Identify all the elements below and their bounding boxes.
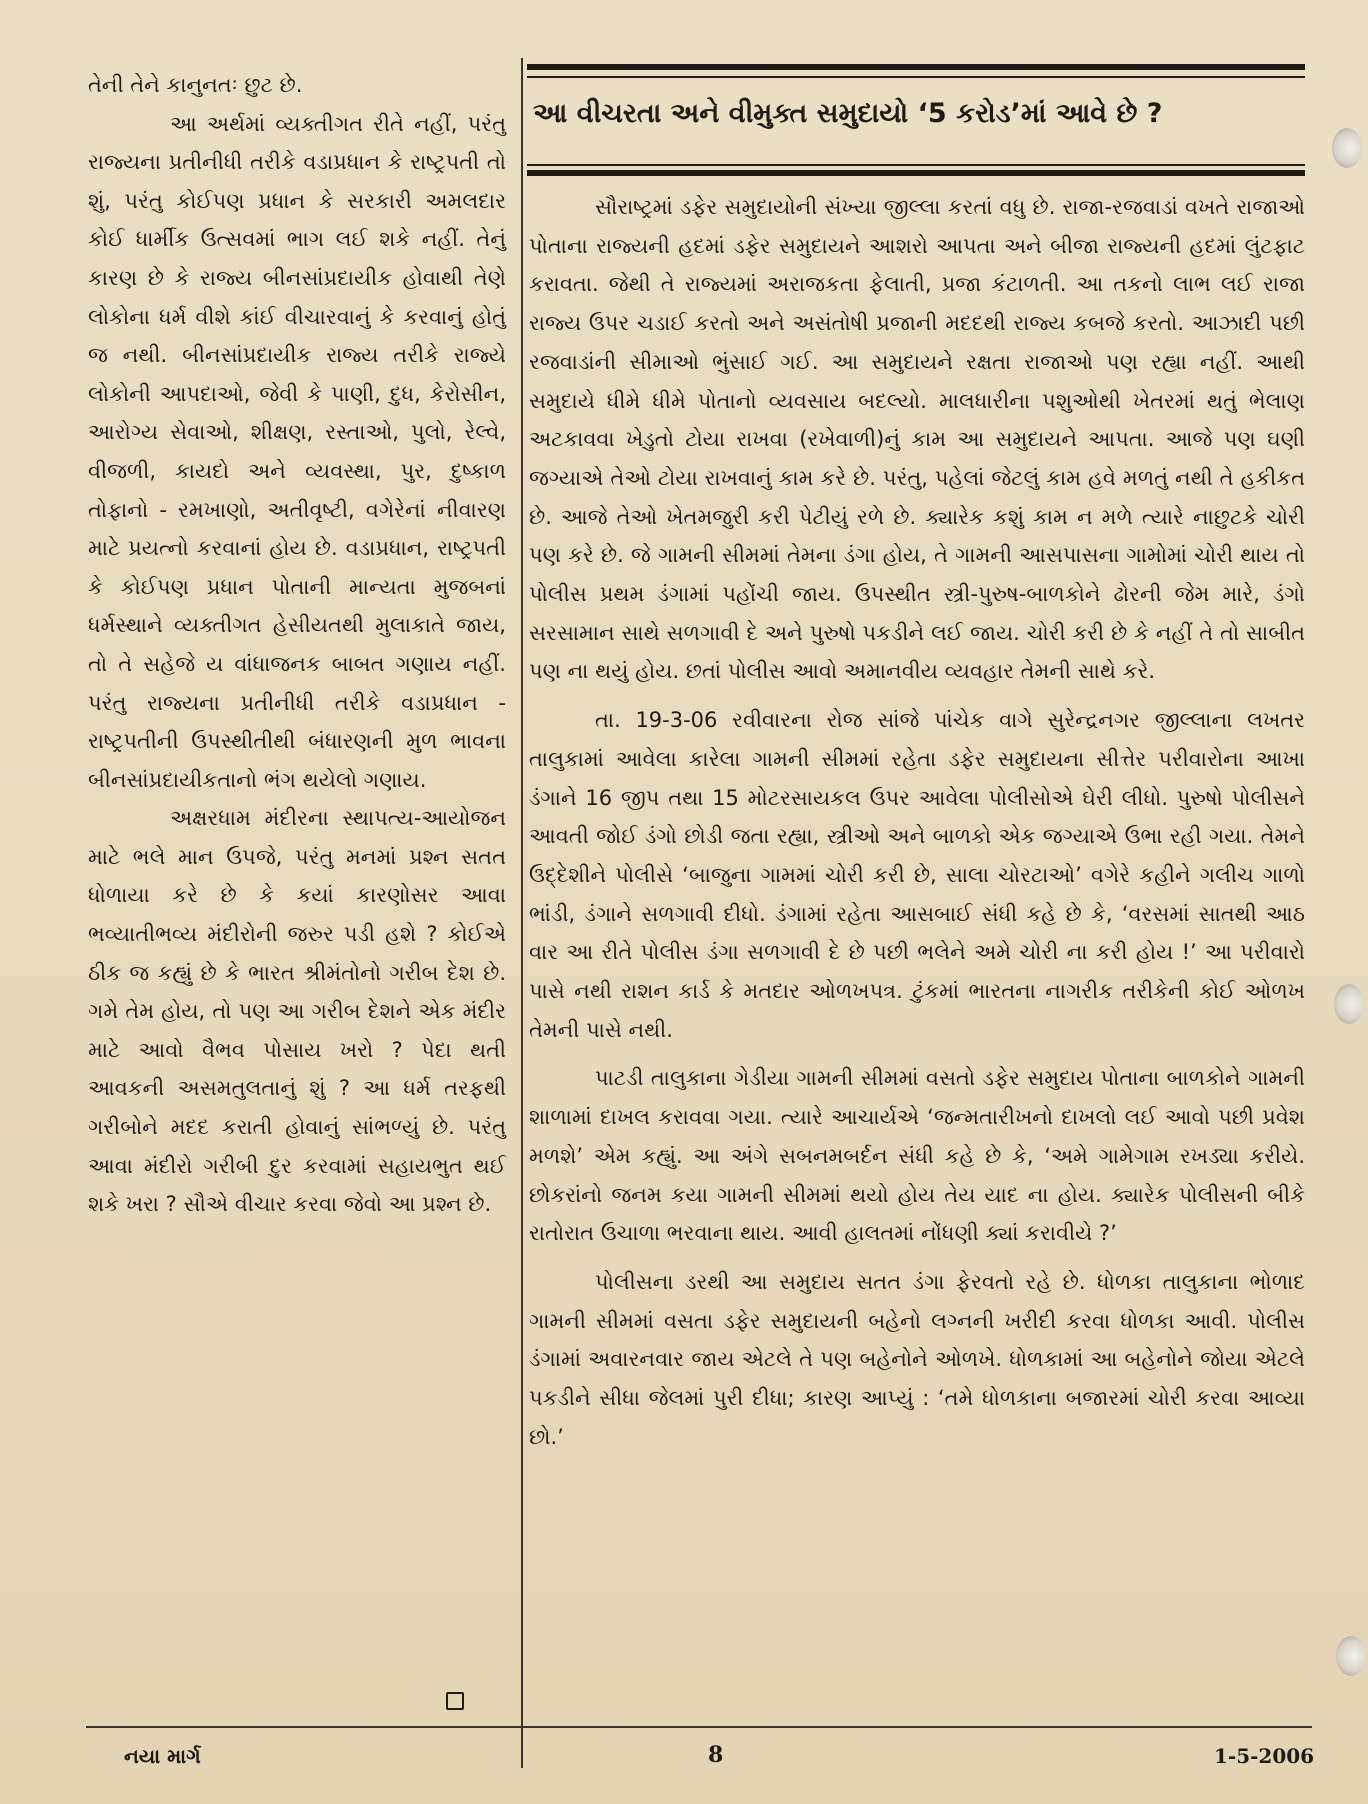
- binder-hole-bottom: [1336, 1636, 1366, 1676]
- column-divider: [521, 58, 523, 1768]
- headline-box: [527, 64, 1305, 181]
- headline-rule-top-thin: [527, 76, 1305, 78]
- article-paragraph-4: પોલીસના ડરથી આ સમુદાય સતત ડંગા ફેરવતો રહે છે. ધોળકા તાલુકાના ભોળાદ ગામની સીમમાં વસતા ડફેર સમુદાયની બહેનો લગ્નની ખરીદી કરવા ધોળકા આવી. પોલીસ ડંગામાં અવારનવાર જાય એટલે તે પણ બહેનોને ઓળખે. ધોળકામાં આ બહેનોને જોયા એટલે પકડીને સીધા જેલમાં પુરી દીધા; કારણ આપ્યું : ‘તમે ધોળકાના બજારમાં ચોરી કરવા આવ્યા છો.’: [529, 1269, 1306, 1449]
- left-column: [88, 66, 506, 1696]
- binder-hole-top: [1332, 128, 1362, 168]
- left-paragraph-1: તેની તેને કાનુનતઃ છુટ છે.: [88, 73, 303, 97]
- left-paragraph-2: આ અર્થમાં વ્યક્તીગત રીતે નહીં, પરંતુ રાજ્યના પ્રતીનીધી તરીકે વડાપ્રધાન કે રાષ્ટ્રપતી તો શું, પરંતુ કોઈપણ પ્રધાન કે સરકારી અમલદાર કોઈ ધાર્મીક ઉત્સવમાં ભાગ લઈ શકે નહીં. તેનું કારણ છે કે રાજ્ય બીનસાંપ્રદાયીક હોવાથી તેણે લોકોના ધર્મ વીશે કાંઈ વીચારવાનું કે કરવાનું હોતું જ નથી. બીનસાંપ્રદાયીક રાજ્ય તરીકે રાજ્યે લોકોની આપદાઓ, જેવી કે પાણી, દુધ, કેરોસીન, આરોગ્ય સેવાઓ, શીક્ષણ, રસ્તાઓ, પુલો, રેલ્વે, વીજળી, કાયદો અને વ્યવસ્થા, પુર, દુષ્કાળ તોફાનો - રમખાણો, અતીવૃષ્ટી, વગેરેનાં નીવારણ માટે પ્રયત્નો કરવાનાં હોય છે. વડાપ્રધાન, રાષ્ટ્રપતી કે કોઈપણ પ્રધાન પોતાની માન્યતા મુજબનાં ધર્મસ્થાને વ્યક્તીગત હેસીયતથી મુલાકાતે જાય, તો તે સહેજે ય વાંધાજનક બાબત ગણાય નહીં. પરંતુ રાજ્યના પ્રતીનીધી તરીકે વડાપ્રધાન - રાષ્ટ્રપતીની ઉપસ્થીતીથી બંધારણની મુળ ભાવના બીનસાંપ્રદાયીકતાનો ભંગ થયેલો ગણાય.: [88, 111, 506, 792]
- article-paragraph-2: તા. 19-3-06 રવીવારના રોજ સાંજે પાંચેક વાગે સુરેન્દ્રનગર જીલ્લાના લખતર તાલુકામાં આવેલા કારેલા ગામની સીમમાં રહેતા ડફેર સમુદાયના સીત્તેર પરીવારોના આખા ડંગાને 16 જીપ તથા 15 મોટરસાયકલ ઉપર આવેલા પોલીસોએ ઘેરી લીધો. પુરુષો પોલીસને આવતી જોઈ ડંગો છોડી જતા રહ્યા, સ્ત્રીઓ અને બાળકો એક જગ્યાએ ઉભા રહી ગયા. તેમને ઉદ્દેશીને પોલીસે ‘બાજુના ગામમાં ચોરી કરી છે, સાલા ચોરટાઓ’ વગેરે કહીને ગલીચ ગાળો ભાંડી, ડંગાને સળગાવી દીધો. ડંગામાં રહેતા આસબાઈ સંધી કહે છે કે, ‘વરસમાં સાતથી આઠ વાર આ રીતે પોલીસ ડંગા સળગાવી દે છે પછી ભલેને અમે ચોરી ના કરી હોય !’ આ પરીવારો પાસે નથી રાશન કાર્ડ કે મતદાર ઓળખપત્ર. ટુંકમાં ભારતના નાગરીક તરીકેની કોઈ ઓળખ તેમની પાસે નથી.: [529, 708, 1305, 1042]
- footer-publication-name: નયા માર્ગ: [124, 1744, 201, 1768]
- article-headline: આ વીચરતા અને વીમુક્ત સમુદાયો ‘5 કરોડ’માં આવે છે ?: [533, 98, 1163, 129]
- headline-rule-top-thick: [527, 64, 1305, 70]
- article-body: [529, 188, 1305, 1708]
- footer-date: 1-5-2006: [1214, 1744, 1315, 1768]
- headline-rule-bottom-thin: [527, 164, 1305, 166]
- footer-rule: [86, 1726, 1312, 1728]
- footer-page-number: 8: [708, 1742, 724, 1768]
- left-paragraph-3: અક્ષરધામ મંદીરના સ્થાપત્ય-આયોજન માટે ભલે માન ઉપજે, પરંતુ મનમાં પ્રશ્ન સતત ધોળાયા કરે છે કે કયાં કારણોસર આવા ભવ્યાતીભવ્ય મંદીરોની જરુર પડી હશે ? કોઈએ ઠીક જ કહ્યું છે કે ભારત શ્રીમંતોનો ગરીબ દેશ છે. ગમે તેમ હોય, તો પણ આ ગરીબ દેશને એક મંદીર માટે આવો વૈભવ પોસાય ખરો ? પેદા થતી આવકની અસમતુલતાનું શું ? આ ધર્મ તરફથી ગરીબોને મદદ કરાતી હોવાનું સાંભળ્યું છે. પરંતુ આવા મંદીરો ગરીબી દુર કરવામાં સહાયભુત થઈ શકે ખરા ? સૌએ વીચાર કરવા જેવો આ પ્રશ્ન છે.: [88, 806, 506, 1217]
- binder-hole-middle: [1334, 984, 1364, 1024]
- article-paragraph-3: પાટડી તાલુકાના ગેડીયા ગામની સીમમાં વસતો ડફેર સમુદાય પોતાના બાળકોને ગામની શાળામાં દાખલ કરાવવા ગયા. ત્યારે આચાર્યએ ‘જન્મતારીખનો દાખલો લઈ આવો પછી પ્રવેશ મળશે’ એમ કહ્યું. આ અંગે સબનમબર્દન સંધી કહે છે કે, ‘અમે ગામેગામ રખડ્યા કરીયે. છોકરાંનો જનમ કયા ગામની સીમમાં થયો હોય તેય યાદ ના હોય. ક્યારેક પોલીસની બીકે રાતોરાત ઉચાળા ભરવાના થાય. આવી હાલતમાં નોંધણી ક્યાં કરાવીયે ?’: [529, 1066, 1305, 1246]
- headline-rule-bottom-thick: [527, 170, 1305, 176]
- article-paragraph-1: સૌરાષ્ટ્રમાં ડફેર સમુદાયોની સંખ્યા જીલ્લા કરતાં વધુ છે. રાજા-રજવાડાં વખતે રાજાઓ પોતાના રાજ્યની હદમાં ડફેર સમુદાયને આશરો આપતા અને બીજા રાજ્યની હદમાં લુંટફાટ કરાવતા. જેથી તે રાજ્યમાં અરાજકતા ફેલાતી, પ્રજા કંટાળતી. આ તકનો લાભ લઈ રાજા રાજ્ય ઉપર ચડાઈ કરતો અને અસંતોષી પ્રજાની મદદથી રાજ્ય કબજે કરતો. આઝાદી પછી રજવાડાંની સીમાઓ ભુંસાઈ ગઈ. આ સમુદાયને રક્ષતા રાજાઓ પણ રહ્યા નહીં. આથી સમુદાયે ધીમે ધીમે પોતાનો વ્યવસાય બદલ્યો. માલધારીના પશુઓથી ખેતરમાં થતું ભેલાણ અટકાવવા ખેડુતો ટોયા રાખવા (રખેવાળી)નું કામ આ સમુદાયને આપતા. આજે પણ ઘણી જગ્યાએ તેઓ ટોયા રાખવાનું કામ કરે છે. પરંતુ, પહેલાં જેટલું કામ હવે મળતું નથી તે હકીકત છે. આજે તેઓ ખેતમજુરી કરી પેટીયું રળે છે. ક્યારેક કશું કામ ન મળે ત્યારે નાછુટકે ચોરી પણ કરે છે. જે ગામની સીમમાં તેમના ડંગા હોય, તે ગામની આસપાસના ગામોમાં ચોરી થાય તો પોલીસ પ્રથમ ડંગામાં પહોંચી જાય. ઉપસ્થીત સ્ત્રી-પુરુષ-બાળકોને ઢોરની જેમ મારે, ડંગો સરસામાન સાથે સળગાવી દે અને પુરુષો પકડીને લઈ જાય. ચોરી કરી છે કે નહીં તે તો સાબીત પણ ના થયું હોય. છતાં પોલીસ આવો અમાનવીય વ્યવહાર તેમની સાથે કરે.: [529, 195, 1305, 684]
- end-of-article-square-icon: [446, 1692, 464, 1710]
